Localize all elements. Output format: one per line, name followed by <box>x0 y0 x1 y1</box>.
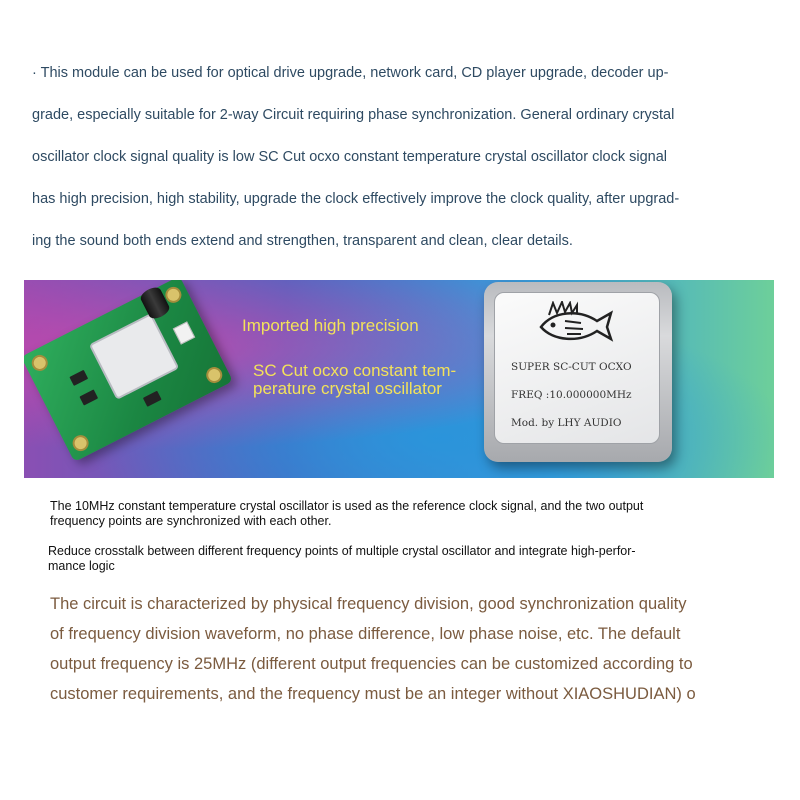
ocxo-label-frequency: FREQ :10.000000MHz <box>511 389 632 401</box>
caption-line: The 10MHz constant temperature crystal oscillator is used as the reference clock signal, and the two output <box>50 499 644 513</box>
caption-line: Reduce crosstalk between different frequency points of multiple crystal oscillator and integrate high-perfor- <box>48 544 636 558</box>
intro-line: oscillator clock signal quality is low SC Cut ocxo constant temperature crystal oscillator clock signal <box>32 149 668 165</box>
ocxo-face <box>494 292 660 444</box>
banner-text-precision: Imported high precision <box>242 316 419 335</box>
circuit-line: customer requirements, and the frequency must be an integer without XIAOSHUDIAN) o <box>50 685 696 703</box>
ocxo-chip-small <box>89 313 180 400</box>
intro-line: has high precision, high stability, upgrade the clock effectively improve the clock quality, after upgrad- <box>32 191 680 207</box>
caption-line: frequency points are synchronized with each other. <box>50 514 332 528</box>
caption-line: mance logic <box>48 559 115 573</box>
pcb-board-image <box>24 280 233 462</box>
ic-component <box>79 389 98 405</box>
caption-crosstalk <box>48 544 636 574</box>
circuit-line: output frequency is 25MHz (different output frequencies can be customized according to <box>50 655 693 673</box>
fish-logo-icon <box>535 301 615 345</box>
intro-line: ing the sound both ends extend and strengthen, transparent and clean, clear details. <box>32 233 573 249</box>
banner-text-line: SC Cut ocxo constant tem- <box>253 361 457 380</box>
ocxo-module-image <box>484 282 672 462</box>
product-banner <box>24 280 774 478</box>
ic-component <box>143 391 162 407</box>
mount-hole <box>29 352 51 374</box>
caption-reference-clock <box>50 499 643 529</box>
intro-paragraph <box>32 52 772 262</box>
ic-component <box>69 370 88 386</box>
mount-hole <box>203 364 225 386</box>
intro-line: · This module can be used for optical drive upgrade, network card, CD player upgrade, decoder up- <box>32 65 669 81</box>
circuit-line: The circuit is characterized by physical frequency division, good synchronization quality <box>50 595 687 613</box>
mount-hole <box>70 432 92 454</box>
circuit-description <box>50 589 696 709</box>
banner-text-line: perature crystal oscillator <box>253 379 442 398</box>
ocxo-label-model: SUPER SC-CUT OCXO <box>511 361 632 373</box>
circuit-line: of frequency division waveform, no phase difference, low phase noise, etc. The default <box>50 625 681 643</box>
ocxo-label-maker: Mod. by LHY AUDIO <box>511 417 622 429</box>
intro-line: grade, especially suitable for 2-way Circuit requiring phase synchronization. General ordinary crystal <box>32 107 675 123</box>
banner-text-oscillator <box>253 362 456 398</box>
